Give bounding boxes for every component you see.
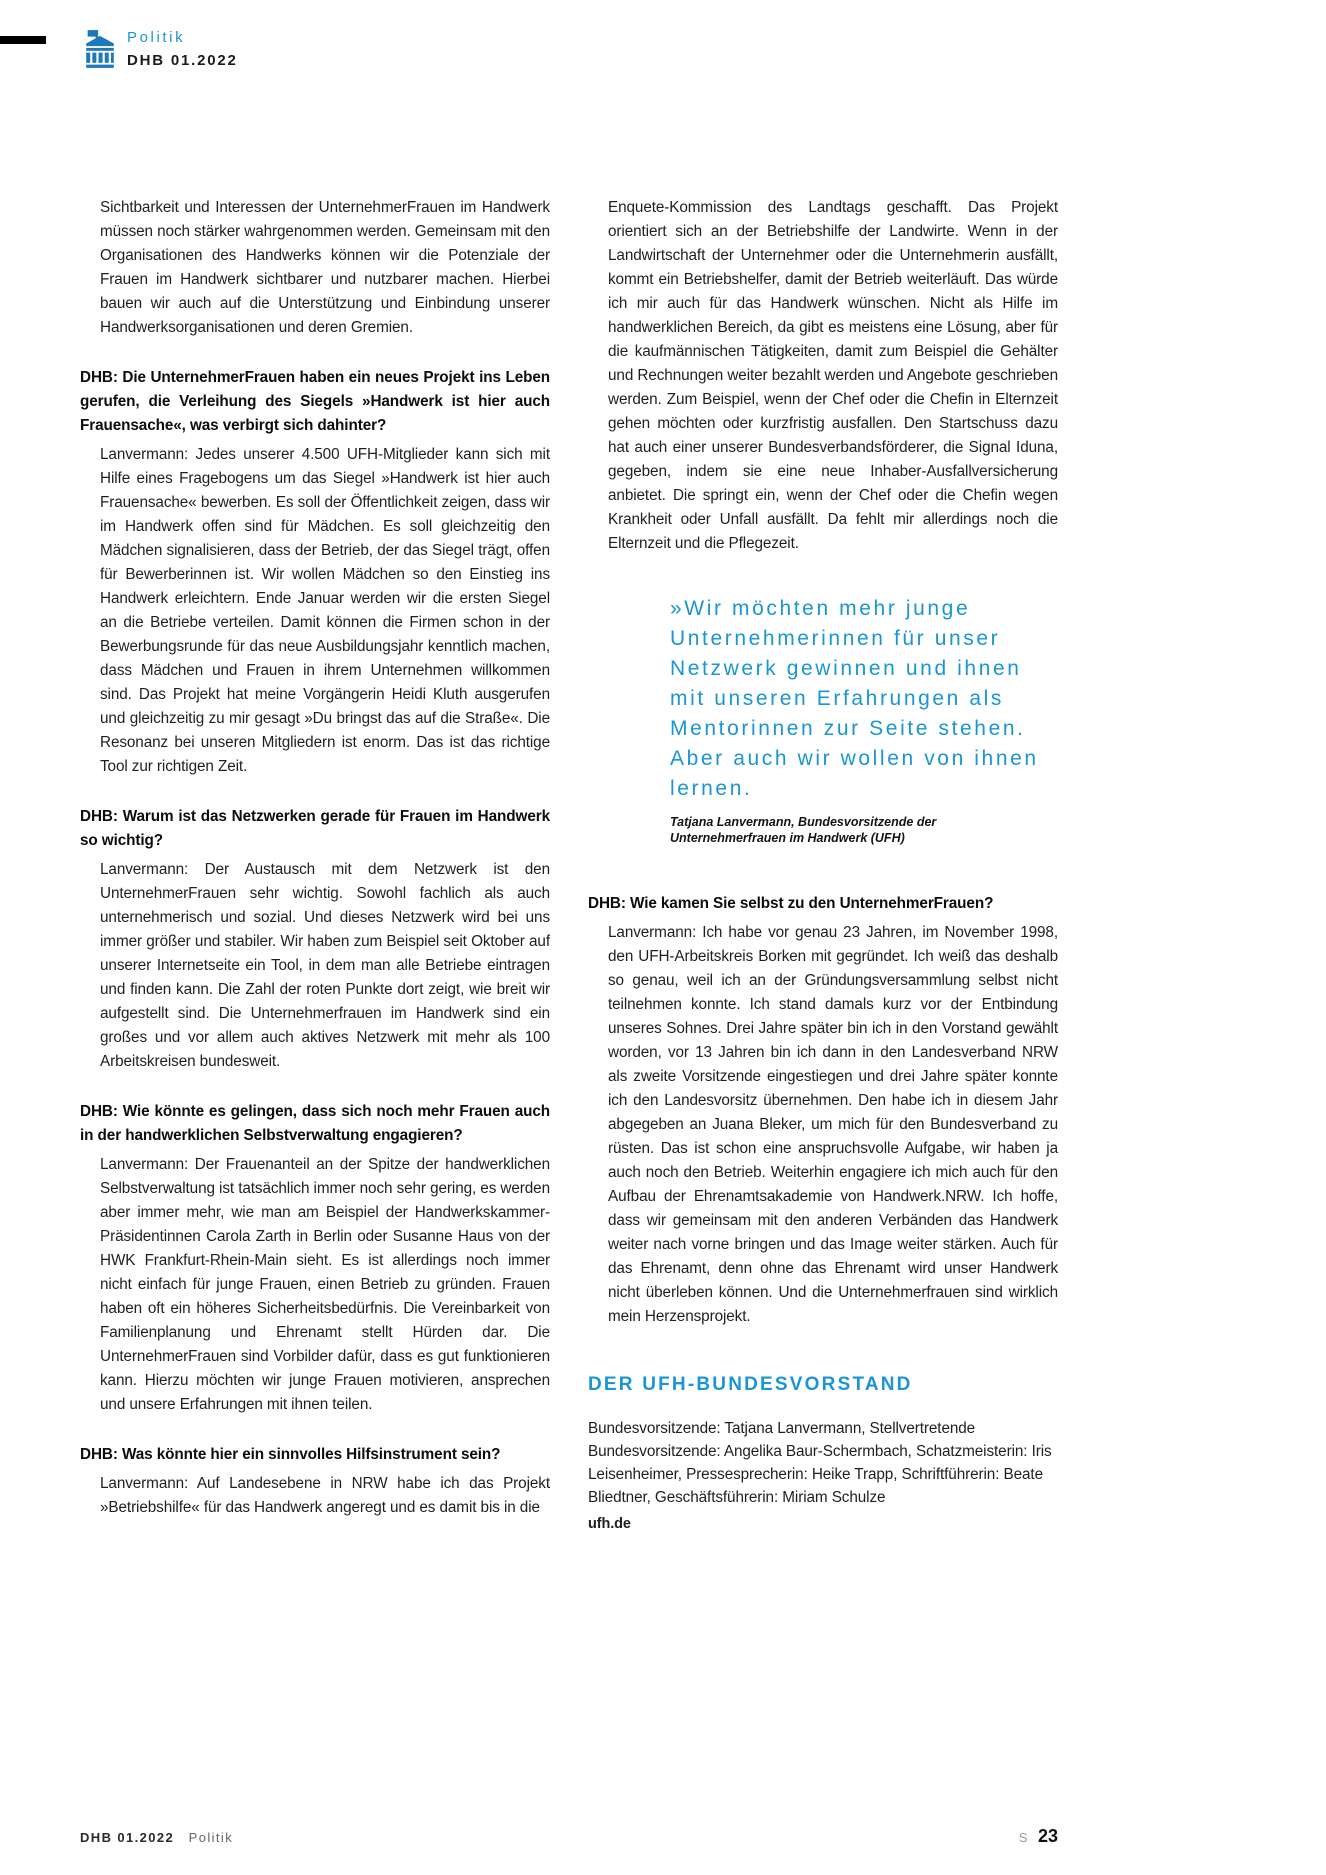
interview-answer: Lanvermann: Ich habe vor genau 23 Jahren, im November 1998, den UFH-Arbeitskreis Borken mit gegründet. Ich weiß das deshalb so genau, weil ich an der Gründungsversammlung selbst nicht teilnehmen konnte. Ich stand damals kurz vor der Entbindung unseres Sohnes. Drei Jahre später bin ich in den Vorstand gewählt worden, vor 13 Jahren bin ich dann in den Landesverband NRW als zweite Vorsitzende eingestiegen und drei Jahre später konnte ich den Landesvorsitz übernehmen. Den habe ich in diesem Jahr abgegeben an Juana Bleker, um mich für den Bundesverband zu rüsten. Das ist schon eine anspruchsvolle Aufgabe, wir haben ja auch noch den Betrieb. Weiterhin engagiere ich mich auch für den Aufbau der Ehrenamtsakademie von Handwerk.NRW. Ich hoffe, dass wir gemeinsam mit den anderen Verbänden das Handwerk weiter nach vorne bringen und das Image weiter stärken. Auch für das Ehrenamt, denn ohne das Ehrenamt wird unser Handwerk nicht überleben können. Und die Unternehmerfrauen sind wirklich mein Herzensprojekt. <box>608 924 1058 1325</box>
answer-continuation: Sichtbarkeit und Interessen der UnternehmerFrauen im Handwerk müssen noch stärker wahrgenommen werden. Gemeinsam mit den Organisationen des Handwerks können wir die Potenziale der Frauen im Handwerk sichtbarer und nutzbarer machen. Hierbei bauen wir auch auf die Unterstützung und Einbindung unserer Handwerksorganisationen und deren Gremien. <box>100 199 550 336</box>
interview-question: DHB: Die UnternehmerFrauen haben ein neues Projekt ins Leben gerufen, die Verleihung des Siegels »Handwerk ist hier auch Frauensache«, was verbirgt sich dahinter? <box>80 369 550 434</box>
interview-answer: Lanvermann: Der Austausch mit dem Netzwerk ist den UnternehmerFrauen sehr wichtig. Sowohl fachlich als auch unternehmerisch und sozial. Und dieses Netzwerk wird bei uns immer größer und stabiler. Wir haben zum Beispiel seit Oktober auf unserer Internetseite ein Tool, in dem man alle Betriebe eintragen und finden kann. Die Zahl der roten Punkte dort zeigt, wie breit wir aufgestellt sind. Die Unternehmerfrauen im Handwerk sind ein großes und vor allem auch aktives Netzwerk mit mehr als 100 Arbeitskreisen bundesweit. <box>100 861 550 1070</box>
interview-question: DHB: Warum ist das Netzwerken gerade für Frauen im Handwerk so wichtig? <box>80 808 550 849</box>
board-members: Bundesvorsitzende: Tatjana Lanvermann, Stellvertretende Bundesvorsitzende: Angelika Baur-Schermbach, Schatzmeisterin: Iris Leisenheimer, Pressesprecherin: Heike Trapp, Schriftführerin: Beate Bliedtner, Geschäftsführerin: Miriam Schulze <box>588 1420 1052 1506</box>
page-edge-mark <box>0 36 46 44</box>
interview-answer: Lanvermann: Auf Landesebene in NRW habe ich das Projekt »Betriebshilfe« für das Handwerk angeregt und es damit bis in die <box>100 1475 550 1516</box>
dhb-logo-icon <box>84 26 116 72</box>
article-body <box>80 196 1058 1536</box>
footer-left <box>80 1829 233 1847</box>
page-number-prefix: S <box>1018 1830 1029 1845</box>
pull-quote-text: »Wir möchten mehr junge Unternehmerinnen für unser Netzwerk gewinnen und ihnen mit unseren Erfahrungen als Mentorinnen zur Seite stehen. Aber auch wir wollen von ihnen lernen. <box>670 597 1039 800</box>
pull-quote-attribution: Tatjana Lanvermann, Bundesvorsitzende der Unternehmerfrauen im Handwerk (UFH) <box>670 815 937 845</box>
board-website: ufh.de <box>588 1516 631 1532</box>
interview-answer: Lanvermann: Jedes unserer 4.500 UFH-Mitglieder kann sich mit Hilfe eines Fragebogens um das Siegel »Handwerk ist hier auch Frauensache« bewerben. Es soll der Öffentlichkeit zeigen, dass wir im Handwerk offen sind für Mädchen. Es soll gleichzeitig den Mädchen signalisieren, dass der Betrieb, der das Siegel trägt, offen für Bewerberinnen ist. Wir wollen Mädchen so den Einstieg ins Handwerk erleichtern. Ende Januar werden wir die ersten Siegel an die Betriebe verteilen. Damit können die Firmen schon in der Bewerbungsrunde für das neue Ausbildungsjahr kenntlich machen, dass Mädchen und Frauen in ihrem Unternehmen willkommen sind. Das Projekt hat meine Vorgängerin Heidi Kluth ausgerufen und gleichzeitig zu mir gesagt »Du bringst das auf die Straße«. Die Resonanz bei unseren Mitgliedern ist enorm. Das ist das richtige Tool zur richtigen Zeit. <box>100 446 550 775</box>
interview-answer: Lanvermann: Der Frauenanteil an der Spitze der handwerklichen Selbstverwaltung ist tatsächlich immer noch sehr gering, es werden aber immer mehr, wie man am Beispiel der Handwerkskammer-Präsidentinnen Carola Zarth in Berlin oder Susanne Haus von der HWK Frankfurt-Rhein-Main sieht. Es ist allerdings noch immer nicht einfach für junge Frauen, einen Betrieb zu gründen. Frauen haben oft ein höheres Sicherheitsbedürfnis. Die Vereinbarkeit von Familienplanung und Ehrenamt stellt Hürden dar. Die UnternehmerFrauen sind Vorbilder dafür, dass es gut funktionieren kann. Hierzu möchten wir junge Frauen motivieren, ansprechen und unsere Erfahrungen mit ihnen teilen. <box>100 1156 550 1413</box>
page-number-value: 23 <box>1037 1826 1058 1846</box>
section-label: Politik <box>127 29 186 46</box>
interview-question: DHB: Wie könnte es gelingen, dass sich noch mehr Frauen auch in der handwerklichen Selbstverwaltung engagieren? <box>80 1103 550 1144</box>
footer-section: Politik <box>188 1830 234 1845</box>
answer-continuation: Enquete-Kommission des Landtags geschafft. Das Projekt orientiert sich an der Betriebshilfe der Landwirte. Wenn in der Landwirtschaft der Unternehmer oder die Unternehmerin ausfällt, kommt ein Betriebshelfer, damit der Betrieb weiterläuft. Das würde ich mir auch für das Handwerk wünschen. Nicht als Hilfe im handwerklichen Bereich, da gibt es meistens eine Lösung, aber für die kaufmännischen Tätigkeiten, damit zum Beispiel die Gehälter und Rechnungen weiter bezahlt werden und Angebote geschrieben werden. Zum Beispiel, wenn der Chef oder die Chefin in Elternzeit gehen möchten oder kurzfristig ausfallen. Den Startschuss dazu hat auch einer unserer Bundesverbandsförderer, die Signal Iduna, gegeben, indem sie eine neue Inhaber-Ausfallversicherung anbietet. Die springt ein, wenn der Chef oder die Chefin wegen Krankheit oder Unfall ausfällt. Da fehlt mir allerdings noch die Elternzeit und die Pflegezeit. <box>608 199 1058 552</box>
right-column <box>588 196 1058 1536</box>
page-header <box>84 26 238 72</box>
interview-question: DHB: Was könnte hier ein sinnvolles Hilfsinstrument sein? <box>80 1446 501 1463</box>
left-column <box>80 196 550 1536</box>
issue-label: DHB 01.2022 <box>127 52 238 69</box>
interview-question: DHB: Wie kamen Sie selbst zu den UnternehmerFrauen? <box>588 895 994 912</box>
board-heading: DER UFH-BUNDESVORSTAND <box>588 1374 913 1395</box>
masthead-text <box>127 26 238 69</box>
page-number <box>1019 1826 1058 1847</box>
page-footer <box>80 1826 1058 1847</box>
pull-quote <box>670 594 1058 846</box>
footer-issue: DHB 01.2022 <box>80 1830 175 1845</box>
